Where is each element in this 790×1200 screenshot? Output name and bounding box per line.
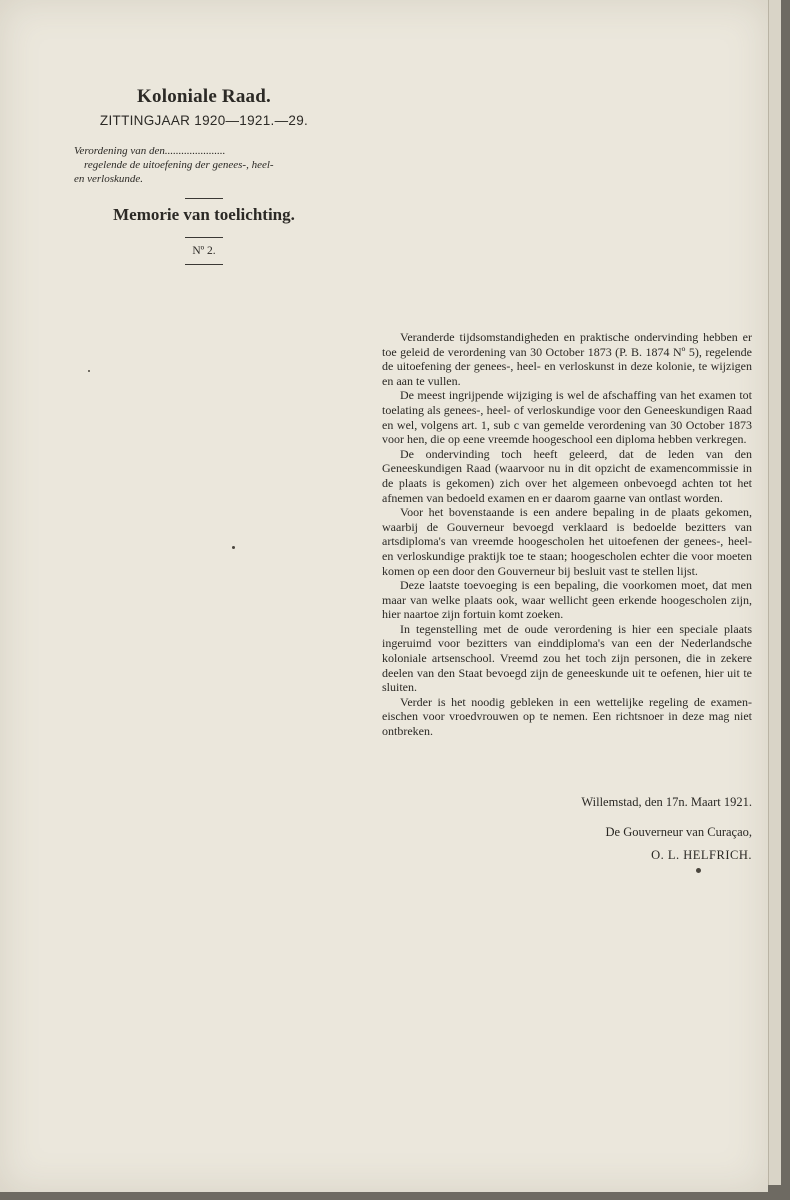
council-title: Koloniale Raad. <box>137 86 271 107</box>
paragraph: Verder is het noodig gebleken in een wettelijke regeling de examen-eischen voor vroedvrouwen op te nemen. Een richtsnoer in deze mag niet ontbreken. <box>382 694 752 739</box>
divider-rule <box>185 264 223 265</box>
ink-speck <box>88 370 90 372</box>
ink-speck <box>696 868 701 873</box>
signatory-role: De Gouverneur van Curaçao, <box>605 825 752 839</box>
document-number: Nº 2. <box>192 245 216 257</box>
session-year: ZITTINGJAAR 1920—1921.—29. <box>99 113 309 128</box>
paragraph: De ondervinding toch heeft geleerd, dat de leden van den Geneeskundigen Raad (waarvoor nu in dit opzicht de examencommissie in de plaats is gekomen) zich over het algemeen onbevoegd achten tot het afnemen van bedoeld examen en er daarom gaarne van ontlast worden. <box>382 446 752 505</box>
paragraph: Deze laatste toevoeging is een bepaling, die voorkomen moet, dat men maar van welke plaats ook, waar wellicht geen erkende hoogescholen zijn, hier naartoe zijn fortuin komt zoeken. <box>382 578 752 622</box>
divider-rule <box>185 237 223 238</box>
place-date: Willemstad, den 17n. Maart 1921. <box>581 795 752 809</box>
paragraph: Veranderde tijdsomstandigheden en praktische ondervinding hebben er toe geleid de verordening van 30 October 1873 (P. B. 1874 Nº 5), regelende de uitoefening der genees-, heel- en verloskunst in deze kolonie, te wijzigen en aan te vullen. <box>382 330 752 388</box>
document-header <box>70 86 338 265</box>
ordinance-line-2: regelende de uitoefening der genees-, heel- <box>84 159 274 171</box>
ordinance-line-1: Verordening van den...................... <box>74 145 226 157</box>
paragraph: In tegenstelling met de oude verordening is hier een speciale plaats ingeruimd voor bezitters van einddiploma's van een der Nederlandsche koloniale artsenschool. Vreemd zou het toch zijn personen, die in zekere deelen van den Staat bevoegd zijn de geneeskunde uit te oefenen, hier uit te sluiten. <box>382 621 752 695</box>
signatory-name: O. L. HELFRICH. <box>651 848 752 862</box>
paragraph: De meest ingrijpende wijziging is wel de afschaffing van het examen tot toelating als genees-, heel- of verloskundige voor den Geneeskundigen Raad en wel, volgens art. 1, sub c van gemelde verordening van 30 October 1873 voor hen, die op eene vreemde hoogeschool een diploma hebben verkregen. <box>382 388 752 447</box>
ordinance-line-3: en verloskunde. <box>74 173 144 185</box>
memo-title: Memorie van toelichting. <box>113 205 295 224</box>
ordinance-subject <box>70 144 338 186</box>
divider-rule <box>185 198 223 199</box>
memo-body <box>382 330 752 739</box>
ink-speck <box>232 546 235 549</box>
paragraph: Voor het bovenstaande is een andere bepaling in de plaats gekomen, waarbij de Gouverneur bevoegd verklaard is bedoelde bezitters van artsdiploma's van vreemde hoogescholen het uitoefenen der genees-, heel- en verloskundige praktijk toe te staan; hoogescholen echter die voor moeten komen op een door den Gouverneur bij besluit vast te stellen lijst. <box>382 505 752 578</box>
page-edge <box>768 0 781 1185</box>
